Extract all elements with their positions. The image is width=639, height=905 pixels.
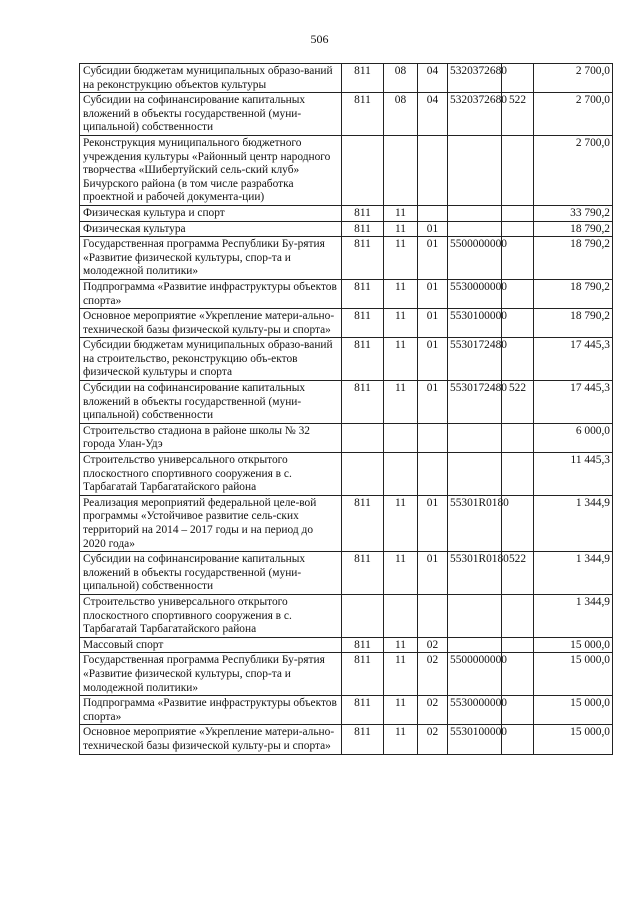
expense-type-cell xyxy=(502,594,534,637)
admin-code-cell: 811 xyxy=(342,64,384,93)
table-row xyxy=(80,279,613,308)
target-article-cell: 5320372680 xyxy=(448,93,502,136)
amount-cell: 17 445,3 xyxy=(534,381,613,424)
admin-code-cell: 811 xyxy=(342,552,384,595)
admin-code-cell: 811 xyxy=(342,309,384,338)
row-name-cell: Строительство универсального открытого плоскостного спортивного сооружения в с. Тарбагатай Тарбагатайского района xyxy=(80,594,342,637)
expense-type-cell xyxy=(502,135,534,205)
section-code-cell: 11 xyxy=(384,221,418,237)
admin-code-cell: 811 xyxy=(342,93,384,136)
expense-type-cell: 522 xyxy=(502,381,534,424)
table-row xyxy=(80,381,613,424)
subsection-code-cell xyxy=(418,594,448,637)
section-code-cell xyxy=(384,135,418,205)
amount-cell: 1 344,9 xyxy=(534,594,613,637)
target-article-cell: 5530172480 xyxy=(448,381,502,424)
section-code-cell: 11 xyxy=(384,637,418,653)
table-row xyxy=(80,453,613,496)
admin-code-cell xyxy=(342,135,384,205)
target-article-cell xyxy=(448,453,502,496)
row-name-cell: Реализация мероприятий федеральной целе-вой программы «Устойчивое развитие сель-ских территорий на 2014 – 2017 годы и на период до 2020 года» xyxy=(80,495,342,551)
amount-cell: 6 000,0 xyxy=(534,423,613,452)
amount-cell: 2 700,0 xyxy=(534,64,613,93)
subsection-code-cell xyxy=(418,453,448,496)
amount-cell: 18 790,2 xyxy=(534,237,613,280)
table-row xyxy=(80,696,613,725)
amount-cell: 2 700,0 xyxy=(534,93,613,136)
subsection-code-cell: 01 xyxy=(418,338,448,381)
table-row xyxy=(80,495,613,551)
amount-cell: 1 344,9 xyxy=(534,495,613,551)
row-name-cell: Массовый спорт xyxy=(80,637,342,653)
target-article-cell xyxy=(448,423,502,452)
table-row xyxy=(80,594,613,637)
amount-cell: 15 000,0 xyxy=(534,696,613,725)
amount-cell: 17 445,3 xyxy=(534,338,613,381)
target-article-cell: 5530172480 xyxy=(448,338,502,381)
target-article-cell xyxy=(448,594,502,637)
row-name-cell: Строительство стадиона в районе школы № 32 города Улан-Удэ xyxy=(80,423,342,452)
amount-cell: 15 000,0 xyxy=(534,637,613,653)
table-row xyxy=(80,653,613,696)
subsection-code-cell xyxy=(418,423,448,452)
subsection-code-cell: 01 xyxy=(418,495,448,551)
subsection-code-cell: 02 xyxy=(418,653,448,696)
section-code-cell: 11 xyxy=(384,279,418,308)
section-code-cell xyxy=(384,453,418,496)
admin-code-cell: 811 xyxy=(342,279,384,308)
table-row xyxy=(80,221,613,237)
target-article-cell xyxy=(448,637,502,653)
section-code-cell: 11 xyxy=(384,552,418,595)
row-name-cell: Реконструкция муниципального бюджетного учреждения культуры «Районный центр народного творчества «Шибертуйский сель-ский клуб» Бичурского района (в том числе разработка проектной и рабочей документа-ции) xyxy=(80,135,342,205)
amount-cell: 11 445,3 xyxy=(534,453,613,496)
admin-code-cell xyxy=(342,423,384,452)
budget-table xyxy=(79,63,613,755)
section-code-cell: 08 xyxy=(384,64,418,93)
subsection-code-cell: 04 xyxy=(418,93,448,136)
admin-code-cell: 811 xyxy=(342,221,384,237)
target-article-cell: 5530100000 xyxy=(448,309,502,338)
row-name-cell: Субсидии на софинансирование капитальных вложений в объекты государственной (муни-ципальной) собственности xyxy=(80,381,342,424)
target-article-cell xyxy=(448,221,502,237)
table-row xyxy=(80,309,613,338)
target-article-cell: 5320372680 xyxy=(448,64,502,93)
row-name-cell: Субсидии на софинансирование капитальных вложений в объекты государственной (муни-ципальной) собственности xyxy=(80,93,342,136)
admin-code-cell: 811 xyxy=(342,725,384,754)
expense-type-cell: 522 xyxy=(502,552,534,595)
target-article-cell: 5530000000 xyxy=(448,696,502,725)
subsection-code-cell: 01 xyxy=(418,552,448,595)
section-code-cell: 11 xyxy=(384,653,418,696)
target-article-cell: 5530000000 xyxy=(448,279,502,308)
row-name-cell: Государственная программа Республики Бу-рятия «Развитие физической культуры, спор-та и молодежной политики» xyxy=(80,653,342,696)
target-article-cell: 5500000000 xyxy=(448,237,502,280)
section-code-cell: 11 xyxy=(384,205,418,221)
target-article-cell: 55301R0180 xyxy=(448,495,502,551)
target-article-cell: 5500000000 xyxy=(448,653,502,696)
row-name-cell: Основное мероприятие «Укрепление матери-ально-технической базы физической культу-ры и спорта» xyxy=(80,309,342,338)
admin-code-cell: 811 xyxy=(342,381,384,424)
subsection-code-cell: 04 xyxy=(418,64,448,93)
table-row xyxy=(80,93,613,136)
expense-type-cell xyxy=(502,423,534,452)
table-row xyxy=(80,64,613,93)
row-name-cell: Субсидии бюджетам муниципальных образо-ваний на реконструкцию объектов культуры xyxy=(80,64,342,93)
row-name-cell: Физическая культура xyxy=(80,221,342,237)
table-row xyxy=(80,637,613,653)
row-name-cell: Государственная программа Республики Бу-рятия «Развитие физической культуры, спор-та и молодежной политики» xyxy=(80,237,342,280)
target-article-cell: 5530100000 xyxy=(448,725,502,754)
amount-cell: 1 344,9 xyxy=(534,552,613,595)
expense-type-cell xyxy=(502,637,534,653)
row-name-cell: Подпрограмма «Развитие инфраструктуры объектов спорта» xyxy=(80,279,342,308)
table-row xyxy=(80,338,613,381)
subsection-code-cell: 01 xyxy=(418,237,448,280)
table-row xyxy=(80,725,613,754)
amount-cell: 18 790,2 xyxy=(534,221,613,237)
subsection-code-cell: 02 xyxy=(418,725,448,754)
row-name-cell: Основное мероприятие «Укрепление матери-ально-технической базы физической культу-ры и спорта» xyxy=(80,725,342,754)
section-code-cell: 11 xyxy=(384,309,418,338)
section-code-cell: 11 xyxy=(384,381,418,424)
admin-code-cell: 811 xyxy=(342,338,384,381)
row-name-cell: Физическая культура и спорт xyxy=(80,205,342,221)
admin-code-cell: 811 xyxy=(342,495,384,551)
row-name-cell: Строительство универсального открытого плоскостного спортивного сооружения в с. Тарбагатай Тарбагатайского района xyxy=(80,453,342,496)
subsection-code-cell: 02 xyxy=(418,637,448,653)
row-name-cell: Субсидии бюджетам муниципальных образо-ваний на строительство, реконструкцию объ-ектов физической культуры и спорта xyxy=(80,338,342,381)
section-code-cell xyxy=(384,594,418,637)
section-code-cell: 11 xyxy=(384,696,418,725)
section-code-cell xyxy=(384,423,418,452)
amount-cell: 18 790,2 xyxy=(534,279,613,308)
subsection-code-cell xyxy=(418,205,448,221)
admin-code-cell: 811 xyxy=(342,637,384,653)
admin-code-cell: 811 xyxy=(342,237,384,280)
section-code-cell: 08 xyxy=(384,93,418,136)
row-name-cell: Подпрограмма «Развитие инфраструктуры объектов спорта» xyxy=(80,696,342,725)
row-name-cell: Субсидии на софинансирование капитальных вложений в объекты государственной (муни-ципальной) собственности xyxy=(80,552,342,595)
budget-table-body xyxy=(80,64,613,755)
admin-code-cell xyxy=(342,594,384,637)
table-row xyxy=(80,205,613,221)
target-article-cell xyxy=(448,135,502,205)
subsection-code-cell: 02 xyxy=(418,696,448,725)
amount-cell: 2 700,0 xyxy=(534,135,613,205)
table-row xyxy=(80,237,613,280)
table-row xyxy=(80,135,613,205)
amount-cell: 15 000,0 xyxy=(534,653,613,696)
amount-cell: 33 790,2 xyxy=(534,205,613,221)
target-article-cell xyxy=(448,205,502,221)
admin-code-cell: 811 xyxy=(342,653,384,696)
table-row xyxy=(80,423,613,452)
page-number: 506 xyxy=(310,32,329,46)
subsection-code-cell: 01 xyxy=(418,381,448,424)
section-code-cell: 11 xyxy=(384,237,418,280)
subsection-code-cell: 01 xyxy=(418,309,448,338)
expense-type-cell xyxy=(502,205,534,221)
admin-code-cell: 811 xyxy=(342,696,384,725)
section-code-cell: 11 xyxy=(384,725,418,754)
subsection-code-cell xyxy=(418,135,448,205)
subsection-code-cell: 01 xyxy=(418,221,448,237)
expense-type-cell xyxy=(502,221,534,237)
expense-type-cell: 522 xyxy=(502,93,534,136)
amount-cell: 18 790,2 xyxy=(534,309,613,338)
amount-cell: 15 000,0 xyxy=(534,725,613,754)
admin-code-cell xyxy=(342,453,384,496)
admin-code-cell: 811 xyxy=(342,205,384,221)
expense-type-cell xyxy=(502,453,534,496)
table-row xyxy=(80,552,613,595)
target-article-cell: 55301R0180 xyxy=(448,552,502,595)
section-code-cell: 11 xyxy=(384,338,418,381)
subsection-code-cell: 01 xyxy=(418,279,448,308)
section-code-cell: 11 xyxy=(384,495,418,551)
